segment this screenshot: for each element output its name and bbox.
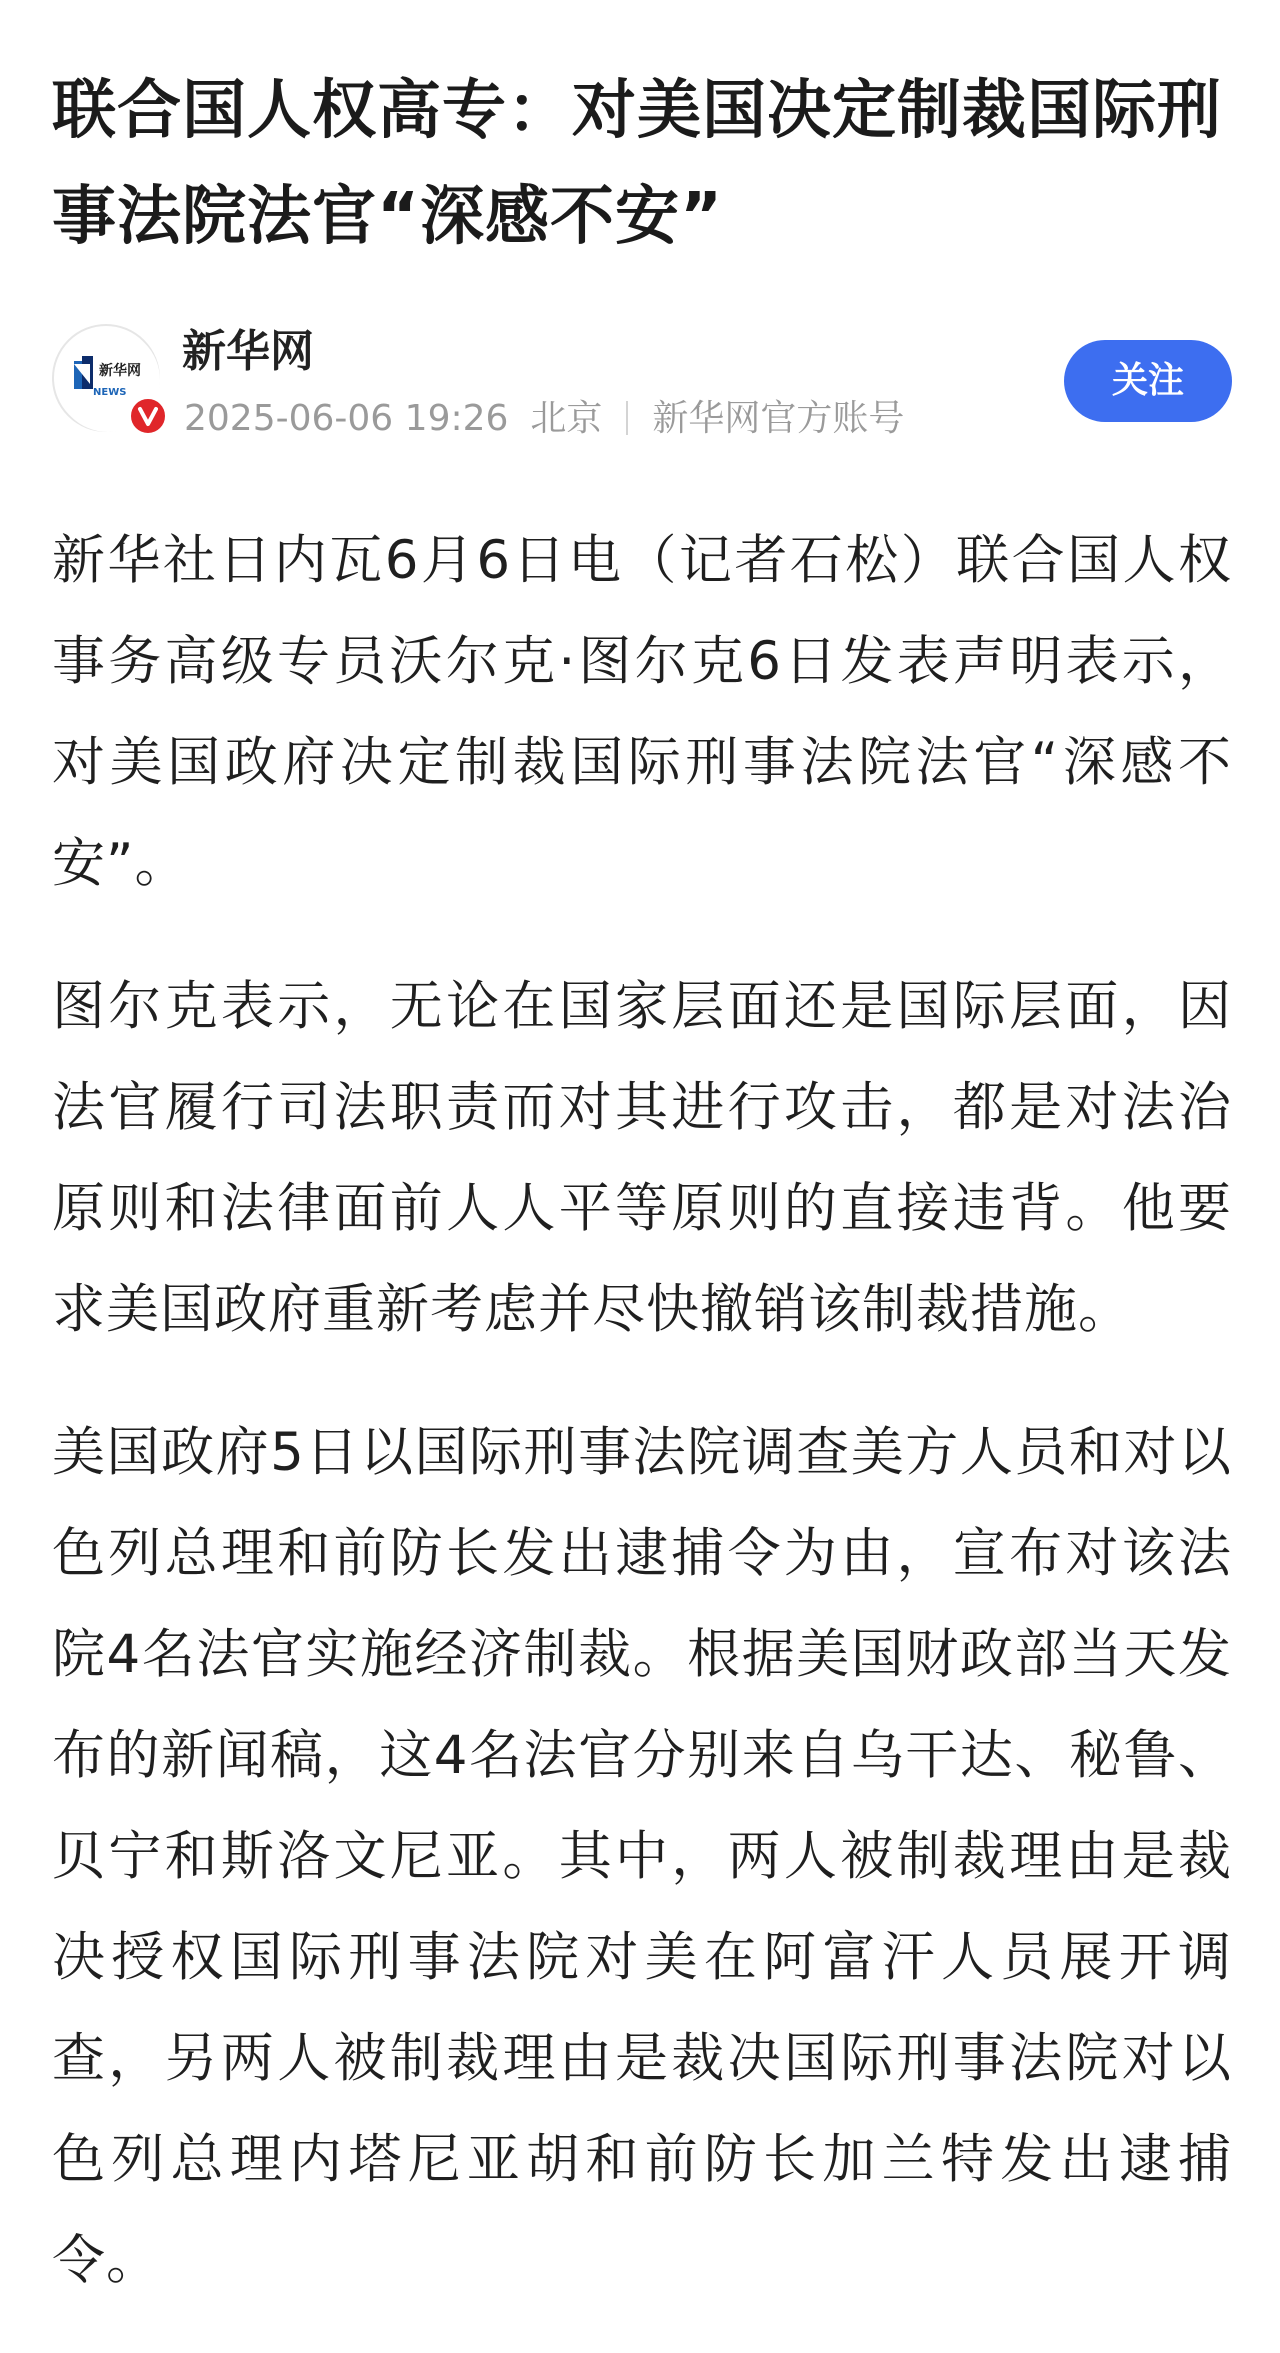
avatar-brand-text: 新华网 (99, 363, 141, 379)
article-paragraph-2: 图尔克表示，无论在国家层面还是国际层面，因法官履行司法职责而对其进行攻击，都是对法治原则和法律面前人人平等原则的直接违背。他要求美国政府重新考虑并尽快撤销该制裁措施。 (52, 976, 1232, 1340)
article-paragraph-1: 新华社日内瓦6月6日电（记者石松）联合国人权事务高级专员沃尔克·图尔克6日发表声明表示，对美国政府决定制裁国际刑事法院法官“深感不安”。 (52, 530, 1232, 894)
publish-location: 北京 (530, 398, 603, 439)
meta-divider (626, 401, 628, 435)
follow-button[interactable]: 关注 (1064, 340, 1232, 422)
author-name[interactable]: 新华网 (182, 326, 314, 377)
avatar-logo-text: NEWS (93, 387, 127, 398)
article-meta (184, 394, 904, 444)
author-info-row (52, 322, 1232, 442)
article-paragraph-3: 美国政府5日以国际刑事法院调查美方人员和对以色列总理和前防长发出逮捕令为由，宣布对该法院4名法官实施经济制裁。根据美国财政部当天发布的新闻稿，这4名法官分别来自乌干达、秘鲁、贝宁和斯洛文尼亚。其中，两人被制裁理由是裁决授权国际刑事法院对美在阿富汗人员展开调查，另两人被制裁理由是裁决国际刑事法院对以色列总理内塔尼亚胡和前防长加兰特发出逮捕令。 (52, 1422, 1232, 2291)
article-body (52, 510, 1232, 2353)
author-avatar[interactable] (52, 324, 160, 432)
verified-v-icon (128, 396, 168, 436)
article-headline: 联合国人权高专：对美国决定制裁国际刑事法院法官“深感不安” (52, 74, 1222, 254)
account-type-label: 新华网官方账号 (652, 398, 905, 439)
publish-timestamp: 2025-06-06 19:26 (184, 398, 509, 439)
